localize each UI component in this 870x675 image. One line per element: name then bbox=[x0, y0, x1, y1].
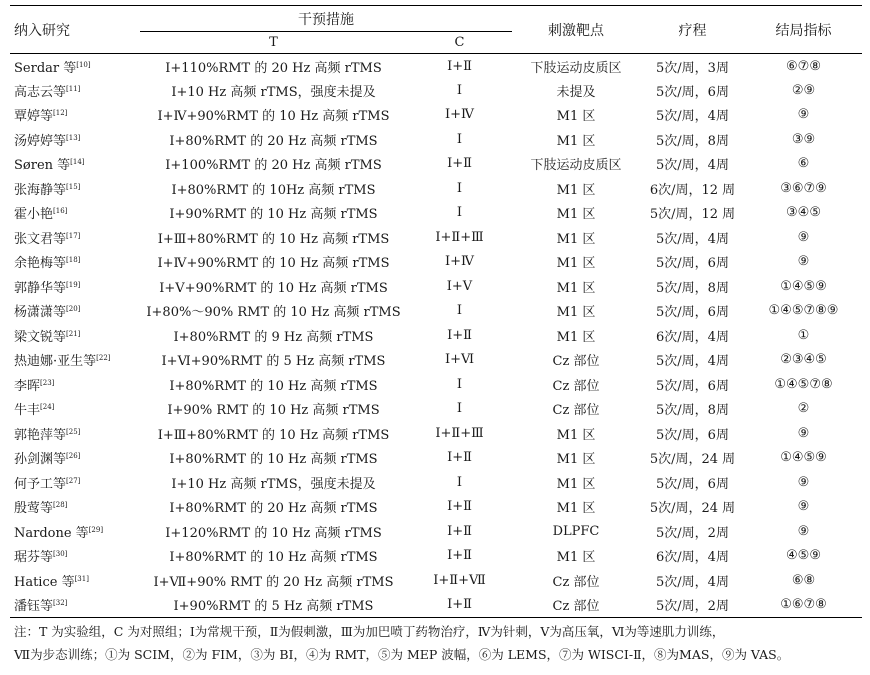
cell-target: M1 区 bbox=[556, 231, 596, 247]
cell-course: 5次/周，4周 bbox=[656, 354, 729, 370]
cell-c-group: Ⅰ+Ⅱ+Ⅶ bbox=[433, 572, 486, 588]
study-name: 殷莺等 bbox=[14, 501, 54, 517]
cell-outcome: ⑥⑦⑧ bbox=[786, 58, 821, 74]
table-row bbox=[10, 397, 862, 422]
study-name: 张文君等 bbox=[14, 231, 67, 247]
study-ref: [26] bbox=[66, 452, 81, 461]
study-name: 汤婷婷等 bbox=[14, 133, 67, 149]
cell-course: 5次/周，8周 bbox=[656, 403, 729, 419]
cell-t-group: Ⅰ+80%RMT 的 9 Hz 高频 rTMS bbox=[173, 329, 374, 345]
study-ref: [16] bbox=[53, 207, 68, 216]
header-c-group: C bbox=[407, 32, 512, 54]
cell-study bbox=[10, 176, 140, 201]
cell-t-group: Ⅰ+80%RMT 的 20 Hz 高频 rTMS bbox=[169, 133, 378, 149]
cell-c-group: Ⅰ+Ⅴ bbox=[446, 278, 473, 294]
cell-outcome: ③④⑤ bbox=[786, 205, 821, 221]
cell-target: Cz 部位 bbox=[552, 354, 600, 370]
study-ref: [11] bbox=[66, 84, 81, 93]
table-note bbox=[14, 620, 860, 666]
table-header bbox=[10, 6, 862, 54]
cell-study bbox=[10, 152, 140, 177]
cell-target: M1 区 bbox=[556, 133, 596, 149]
study-ref: [19] bbox=[66, 280, 81, 289]
cell-study bbox=[10, 544, 140, 569]
study-name: 郭艳萍等 bbox=[14, 427, 67, 443]
cell-outcome: ①④⑤⑨ bbox=[780, 450, 827, 466]
cell-course: 5次/周，8周 bbox=[656, 280, 729, 296]
cell-study bbox=[10, 250, 140, 275]
cell-course: 5次/周，2周 bbox=[656, 599, 729, 614]
cell-t-group: Ⅰ+10 Hz 高频 rTMS，强度未提及 bbox=[171, 476, 376, 492]
cell-t-group: Ⅰ+100%RMT 的 20 Hz 高频 rTMS bbox=[165, 158, 382, 174]
cell-target: Cz 部位 bbox=[552, 403, 600, 419]
table-row bbox=[10, 103, 862, 128]
cell-c-group: Ⅰ+Ⅱ bbox=[447, 58, 472, 74]
study-name: Serdar 等 bbox=[14, 60, 77, 76]
cell-outcome: ⑨ bbox=[797, 229, 810, 245]
study-ref: [13] bbox=[66, 133, 81, 142]
cell-c-group: Ⅰ bbox=[456, 82, 463, 98]
cell-outcome: ⑨ bbox=[797, 254, 810, 270]
cell-course: 5次/周，4周 bbox=[656, 574, 729, 590]
cell-outcome: ①④⑤⑦⑧⑨ bbox=[768, 303, 839, 319]
cell-t-group: Ⅰ+120%RMT 的 10 Hz 高频 rTMS bbox=[165, 525, 382, 541]
cell-outcome: ③⑥⑦⑨ bbox=[780, 180, 827, 196]
cell-target: M1 区 bbox=[556, 109, 596, 125]
study-name: 余艳梅等 bbox=[14, 256, 67, 272]
table-row bbox=[10, 372, 862, 397]
table-row bbox=[10, 495, 862, 520]
cell-study bbox=[10, 78, 140, 103]
cell-c-group: Ⅰ bbox=[456, 401, 463, 417]
study-name: 何予工等 bbox=[14, 476, 67, 492]
cell-target: M1 区 bbox=[556, 476, 596, 492]
cell-course: 5次/周，12 周 bbox=[649, 207, 736, 223]
table-row bbox=[10, 201, 862, 226]
cell-t-group: Ⅰ+80%RMT 的 10 Hz 高频 rTMS bbox=[169, 452, 378, 468]
cell-course: 5次/周，8周 bbox=[656, 133, 729, 149]
study-name: 牛丰 bbox=[14, 403, 41, 419]
study-ref: [25] bbox=[66, 427, 81, 436]
cell-c-group: Ⅰ+Ⅱ bbox=[447, 450, 472, 466]
study-ref: [14] bbox=[70, 158, 85, 167]
study-ref: [29] bbox=[88, 525, 104, 534]
study-ref: [22] bbox=[96, 354, 111, 363]
table-row bbox=[10, 299, 862, 324]
cell-t-group: Ⅰ+90%RMT 的 5 Hz 高频 rTMS bbox=[173, 599, 374, 614]
cell-c-group: Ⅰ+Ⅱ bbox=[447, 327, 472, 343]
cell-t-group: Ⅰ+Ⅵ+90%RMT 的 5 Hz 高频 rTMS bbox=[161, 354, 386, 370]
cell-outcome: ①④⑤⑦⑧ bbox=[774, 376, 833, 392]
note-line-2: Ⅶ为步态训练；①为 SCIM，②为 FIM，③为 BI，④为 RMT，⑤为 MEP 波幅，⑥为 LEMS，⑦为 WISCI-Ⅱ，⑧为MAS，⑨为 VAS。 bbox=[14, 647, 790, 662]
cell-study bbox=[10, 519, 140, 544]
table-row bbox=[10, 544, 862, 569]
cell-target: Cz 部位 bbox=[552, 574, 600, 590]
header-t-group: T bbox=[140, 32, 407, 54]
study-ref: [24] bbox=[40, 403, 55, 412]
study-name: 覃婷等 bbox=[14, 109, 54, 125]
study-ref: [31] bbox=[74, 574, 89, 583]
cell-c-group: Ⅰ+Ⅱ bbox=[447, 597, 472, 612]
study-ref: [12] bbox=[53, 109, 68, 118]
study-name: 张海静等 bbox=[14, 182, 67, 198]
cell-target: M1 区 bbox=[556, 427, 596, 443]
cell-target: DLPFC bbox=[552, 523, 600, 539]
cell-target: M1 区 bbox=[556, 256, 596, 272]
cell-study bbox=[10, 103, 140, 128]
study-table bbox=[10, 5, 862, 618]
cell-outcome: ①④⑤⑨ bbox=[780, 278, 827, 294]
cell-target: Cz 部位 bbox=[552, 599, 600, 614]
cell-outcome: ②⑨ bbox=[791, 82, 816, 98]
table-row bbox=[10, 274, 862, 299]
cell-study bbox=[10, 446, 140, 471]
table-row bbox=[10, 593, 862, 618]
cell-c-group: Ⅰ+Ⅱ bbox=[447, 499, 472, 515]
table-row bbox=[10, 568, 862, 593]
cell-course: 5次/周，6周 bbox=[656, 378, 729, 394]
cell-outcome: ②③④⑤ bbox=[780, 352, 827, 368]
study-name: 梁文锐等 bbox=[14, 329, 67, 345]
cell-study bbox=[10, 372, 140, 397]
table-row bbox=[10, 127, 862, 152]
cell-target: M1 区 bbox=[556, 305, 596, 321]
study-ref: [10] bbox=[76, 60, 91, 69]
cell-study bbox=[10, 201, 140, 226]
table-row bbox=[10, 348, 862, 373]
cell-outcome: ⑨ bbox=[797, 107, 810, 123]
cell-c-group: Ⅰ+Ⅳ bbox=[444, 254, 474, 270]
cell-course: 5次/周，4周 bbox=[656, 109, 729, 125]
cell-course: 6次/周，12 周 bbox=[649, 182, 736, 198]
header-course: 疗程 bbox=[640, 6, 745, 54]
cell-study bbox=[10, 323, 140, 348]
cell-c-group: Ⅰ bbox=[456, 205, 463, 221]
table-row bbox=[10, 421, 862, 446]
study-name: 高志云等 bbox=[14, 84, 67, 100]
cell-c-group: Ⅰ bbox=[456, 376, 463, 392]
table-row bbox=[10, 176, 862, 201]
study-ref: [17] bbox=[66, 231, 81, 240]
study-ref: [28] bbox=[53, 501, 68, 510]
cell-study bbox=[10, 470, 140, 495]
cell-course: 5次/周，2周 bbox=[656, 525, 729, 541]
cell-c-group: Ⅰ bbox=[456, 303, 463, 319]
cell-study bbox=[10, 593, 140, 618]
study-name: 杨潇潇等 bbox=[14, 305, 67, 321]
cell-t-group: Ⅰ+80%RMT 的 10 Hz 高频 rTMS bbox=[169, 550, 378, 566]
cell-t-group: Ⅰ+80%～90% RMT 的 10 Hz 高频 rTMS bbox=[146, 305, 401, 321]
cell-course: 5次/周，6周 bbox=[656, 476, 729, 492]
cell-outcome: ⑥ bbox=[797, 156, 810, 172]
header-intervention: 干预措施 bbox=[140, 6, 512, 32]
table-row bbox=[10, 470, 862, 495]
cell-c-group: Ⅰ+Ⅱ+Ⅲ bbox=[435, 425, 484, 441]
study-name: 李晖 bbox=[14, 378, 41, 394]
cell-t-group: Ⅰ+80%RMT 的 10 Hz 高频 rTMS bbox=[169, 378, 378, 394]
cell-target: M1 区 bbox=[556, 550, 596, 566]
study-name: Nardone 等 bbox=[14, 525, 89, 541]
cell-target: M1 区 bbox=[556, 280, 596, 296]
cell-c-group: Ⅰ+Ⅳ bbox=[444, 107, 474, 123]
cell-course: 5次/周，6周 bbox=[656, 427, 729, 443]
cell-study bbox=[10, 397, 140, 422]
study-name: Hatice 等 bbox=[14, 574, 75, 590]
study-name: 琚芬等 bbox=[14, 550, 54, 566]
cell-outcome: ⑨ bbox=[797, 474, 810, 490]
cell-c-group: Ⅰ+Ⅱ bbox=[447, 156, 472, 172]
cell-study bbox=[10, 274, 140, 299]
cell-t-group: Ⅰ+Ⅳ+90%RMT 的 10 Hz 高频 rTMS bbox=[157, 256, 390, 272]
study-ref: [27] bbox=[66, 476, 81, 485]
cell-target: M1 区 bbox=[556, 452, 596, 468]
cell-course: 6次/周，4周 bbox=[656, 329, 729, 345]
cell-c-group: Ⅰ bbox=[456, 474, 463, 490]
study-name: 热迪娜·亚生等 bbox=[14, 354, 97, 370]
table-row bbox=[10, 519, 862, 544]
cell-target: M1 区 bbox=[556, 207, 596, 223]
cell-t-group: Ⅰ+10 Hz 高频 rTMS，强度未提及 bbox=[171, 84, 376, 100]
cell-course: 5次/周，3周 bbox=[656, 60, 729, 76]
table-row bbox=[10, 250, 862, 275]
cell-study bbox=[10, 495, 140, 520]
cell-t-group: Ⅰ+Ⅴ+90%RMT 的 10 Hz 高频 rTMS bbox=[159, 280, 388, 296]
cell-course: 5次/周，24 周 bbox=[649, 501, 736, 517]
cell-study bbox=[10, 299, 140, 324]
cell-outcome: ⑨ bbox=[797, 425, 810, 441]
study-name: 潘钰等 bbox=[14, 599, 54, 614]
cell-course: 5次/周，24 周 bbox=[649, 452, 736, 468]
table-row bbox=[10, 446, 862, 471]
table-row bbox=[10, 78, 862, 103]
study-ref: [15] bbox=[66, 182, 81, 191]
cell-outcome: ④⑤⑨ bbox=[786, 548, 821, 564]
cell-target: 下肢运动皮质区 bbox=[530, 60, 622, 76]
study-ref: [20] bbox=[66, 305, 81, 314]
cell-course: 5次/周，4周 bbox=[656, 158, 729, 174]
study-ref: [30] bbox=[53, 550, 68, 559]
cell-t-group: Ⅰ+Ⅲ+80%RMT 的 10 Hz 高频 rTMS bbox=[157, 427, 390, 443]
cell-course: 5次/周，4周 bbox=[656, 231, 729, 247]
cell-t-group: Ⅰ+110%RMT 的 20 Hz 高频 rTMS bbox=[165, 60, 382, 76]
cell-t-group: Ⅰ+80%RMT 的 10Hz 高频 rTMS bbox=[171, 182, 376, 198]
cell-outcome: ⑨ bbox=[797, 499, 810, 515]
cell-outcome: ⑥⑧ bbox=[791, 572, 816, 588]
cell-t-group: Ⅰ+90%RMT 的 10 Hz 高频 rTMS bbox=[169, 207, 378, 223]
table-row bbox=[10, 323, 862, 348]
study-name: Søren 等 bbox=[14, 158, 71, 174]
cell-outcome: ③⑨ bbox=[791, 131, 816, 147]
note-line-1: 注：T 为实验组，C 为对照组；Ⅰ为常规干预，Ⅱ为假刺激，Ⅲ为加巴喷丁药物治疗，Ⅳ为针刺，Ⅴ为高压氧，Ⅵ为等速肌力训练， bbox=[14, 624, 725, 639]
cell-c-group: Ⅰ+Ⅱ+Ⅲ bbox=[435, 229, 484, 245]
header-target: 刺激靶点 bbox=[512, 6, 640, 54]
cell-t-group: Ⅰ+Ⅲ+80%RMT 的 10 Hz 高频 rTMS bbox=[157, 231, 390, 247]
cell-target: M1 区 bbox=[556, 329, 596, 345]
cell-study bbox=[10, 54, 140, 79]
cell-target: 未提及 bbox=[556, 84, 596, 100]
cell-study bbox=[10, 421, 140, 446]
study-name: 郭静华等 bbox=[14, 280, 67, 296]
cell-study bbox=[10, 127, 140, 152]
cell-outcome: ② bbox=[797, 401, 810, 417]
study-ref: [18] bbox=[66, 256, 81, 265]
study-ref: [23] bbox=[40, 378, 55, 387]
cell-study bbox=[10, 348, 140, 373]
cell-course: 5次/周，6周 bbox=[656, 84, 729, 100]
cell-c-group: Ⅰ bbox=[456, 131, 463, 147]
table-row bbox=[10, 54, 862, 79]
cell-course: 5次/周，6周 bbox=[656, 256, 729, 272]
cell-c-group: Ⅰ+Ⅱ bbox=[447, 548, 472, 564]
study-name: 孙剑渊等 bbox=[14, 452, 67, 468]
cell-target: 下肢运动皮质区 bbox=[530, 158, 622, 174]
cell-t-group: Ⅰ+90% RMT 的 10 Hz 高频 rTMS bbox=[167, 403, 380, 419]
study-ref: [32] bbox=[53, 599, 68, 607]
cell-t-group: Ⅰ+Ⅶ+90% RMT 的 20 Hz 高频 rTMS bbox=[153, 574, 394, 590]
cell-c-group: Ⅰ+Ⅵ bbox=[444, 352, 475, 368]
cell-target: M1 区 bbox=[556, 501, 596, 517]
header-outcome: 结局指标 bbox=[745, 6, 862, 54]
cell-outcome: ①⑥⑦⑧ bbox=[780, 597, 827, 612]
study-name: 霍小艳 bbox=[14, 207, 54, 223]
table-row bbox=[10, 225, 862, 250]
cell-c-group: Ⅰ bbox=[456, 180, 463, 196]
cell-target: M1 区 bbox=[556, 182, 596, 198]
cell-t-group: Ⅰ+Ⅳ+90%RMT 的 10 Hz 高频 rTMS bbox=[157, 109, 390, 125]
cell-t-group: Ⅰ+80%RMT 的 20 Hz 高频 rTMS bbox=[169, 501, 378, 517]
table-row bbox=[10, 152, 862, 177]
cell-study bbox=[10, 568, 140, 593]
cell-c-group: Ⅰ+Ⅱ bbox=[447, 523, 472, 539]
table-body bbox=[10, 54, 862, 618]
cell-outcome: ① bbox=[797, 327, 810, 343]
cell-study bbox=[10, 225, 140, 250]
cell-course: 5次/周，6周 bbox=[656, 305, 729, 321]
cell-course: 6次/周，4周 bbox=[656, 550, 729, 566]
cell-target: Cz 部位 bbox=[552, 378, 600, 394]
cell-outcome: ⑨ bbox=[797, 523, 810, 539]
header-study: 纳入研究 bbox=[10, 6, 140, 54]
study-ref: [21] bbox=[66, 329, 81, 338]
